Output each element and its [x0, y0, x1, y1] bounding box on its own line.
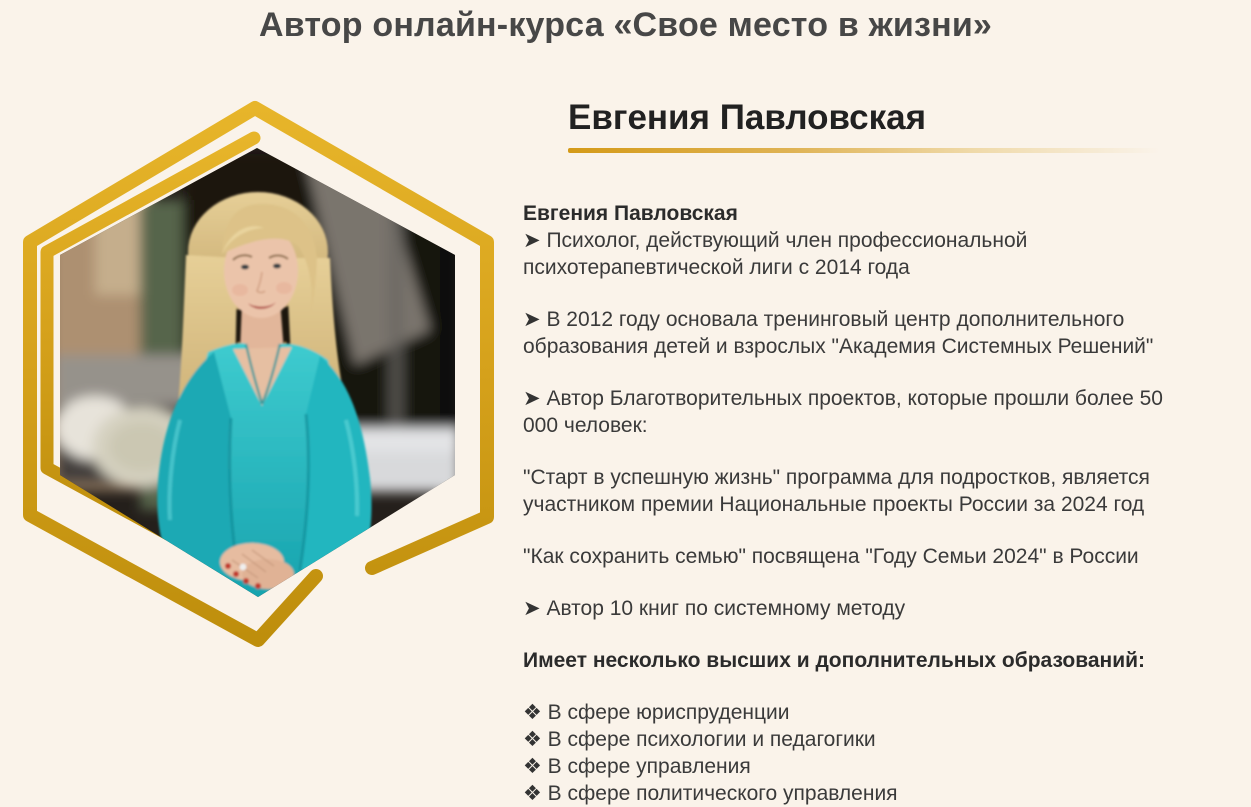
education-item: ❖ В сфере политического управления	[523, 782, 898, 806]
bio-paragraph: "Как сохранить семью" посвящена "Году Семьи 2024" в России	[523, 545, 1139, 569]
diamond-bullet-icon: ❖	[523, 782, 548, 806]
bio-text-block	[523, 200, 1215, 807]
page-title: Автор онлайн-курса «Свое место в жизни»	[258, 6, 993, 44]
bio-intro-name: Евгения Павловская	[523, 202, 738, 226]
education-item: ❖ В сфере психологии и педагогики	[523, 728, 876, 752]
bio-paragraph: "Старт в успешную жизнь" программа для подростков, является участником премии Национальные проекты России за 2024 год	[523, 466, 1150, 517]
profile-section	[523, 98, 1215, 807]
arrow-bullet-icon: ➤	[523, 387, 547, 411]
profile-name-heading: Евгения Павловская	[568, 98, 927, 137]
arrow-bullet-icon: ➤	[523, 229, 547, 253]
education-item: ❖ В сфере управления	[523, 755, 751, 779]
diamond-bullet-icon: ❖	[523, 755, 548, 779]
hexagon-portrait-art	[0, 0, 520, 700]
bio-paragraph: ➤ Автор 10 книг по системному методу	[523, 597, 906, 621]
bio-paragraph: ➤ В 2012 году основала тренинговый центр дополнительного образования детей и взрослых "Академия Системных Решений"	[523, 308, 1154, 359]
arrow-bullet-icon: ➤	[523, 597, 547, 621]
education-heading: Имеет несколько высших и дополнительных образований:	[523, 649, 1146, 673]
gold-underline	[568, 148, 1160, 153]
diamond-bullet-icon: ❖	[523, 728, 548, 752]
arrow-bullet-icon: ➤	[523, 308, 547, 332]
bio-paragraph: ➤ Психолог, действующий член профессиональной психотерапевтической лиги с 2014 года	[523, 229, 1028, 280]
bio-paragraphs	[523, 227, 1215, 622]
education-list	[523, 699, 1215, 807]
diamond-bullet-icon: ❖	[523, 701, 548, 725]
bio-paragraph: ➤ Автор Благотворительных проектов, которые прошли более 50 000 человек:	[523, 387, 1163, 438]
education-item: ❖ В сфере юриспруденции	[523, 701, 790, 725]
